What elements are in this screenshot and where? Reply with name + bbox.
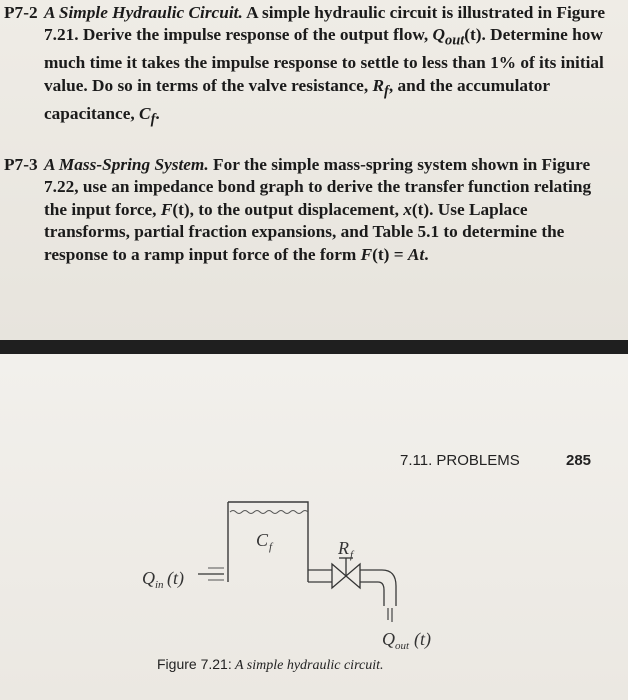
figure-caption	[157, 656, 384, 674]
qout-argument: (t)	[414, 629, 431, 649]
outlet-elbow	[360, 570, 396, 606]
problem-number: P7-3	[4, 155, 38, 174]
qin-subscript: in	[155, 579, 164, 591]
qout-label: Q	[382, 629, 395, 649]
hydraulic-circuit-diagram	[120, 490, 520, 665]
problem-body: A Simple Hydraulic Circuit. A simple hydraulic circuit is illustrated in Figure 7.21. Derive the impulse response of the output flow, $Q_{out}(t)$. Determine how much time it takes the impulse response to settle to less than 1% of its initial value. Do so in terms of the valve resistance, $R_f$, and the accumulator capacitance, $C_f$.	[44, 3, 606, 127]
page-number: 285	[566, 452, 592, 469]
figure-caption-text: A simple hydraulic circuit.	[231, 658, 384, 673]
running-head: 7.11. PROBLEMS	[400, 452, 520, 469]
qout-subscript: out	[395, 640, 410, 652]
problem-p7-2	[4, 2, 616, 130]
outlet-pipe	[308, 570, 332, 582]
problem-body: A Mass-Spring System. For the simple mass-spring system shown in Figure 7.22, use an impedance bond graph to derive the transfer function relating the input force, F(t), to the output displacement, x(t). Use Laplace transforms, partial fraction expansions, and Table 5.1 to determine the response to a ramp input force of the form F(t) = At.	[44, 155, 592, 264]
problem-title: A Mass-Spring System.	[44, 155, 209, 174]
figure-caption-label: Figure 7.21:	[157, 656, 232, 672]
qin-label: Q	[142, 568, 155, 588]
problem-number: P7-2	[4, 3, 38, 22]
page-gap-divider	[0, 340, 628, 354]
problem-title: A Simple Hydraulic Circuit.	[44, 3, 243, 22]
rf-label: R	[338, 538, 349, 558]
qin-argument: (t)	[167, 568, 184, 588]
problem-p7-3	[4, 154, 616, 266]
rf-subscript: f	[350, 549, 354, 561]
accumulator-fluid-surface	[230, 511, 308, 514]
cf-label: C	[256, 530, 269, 550]
cf-subscript: f	[269, 541, 273, 553]
